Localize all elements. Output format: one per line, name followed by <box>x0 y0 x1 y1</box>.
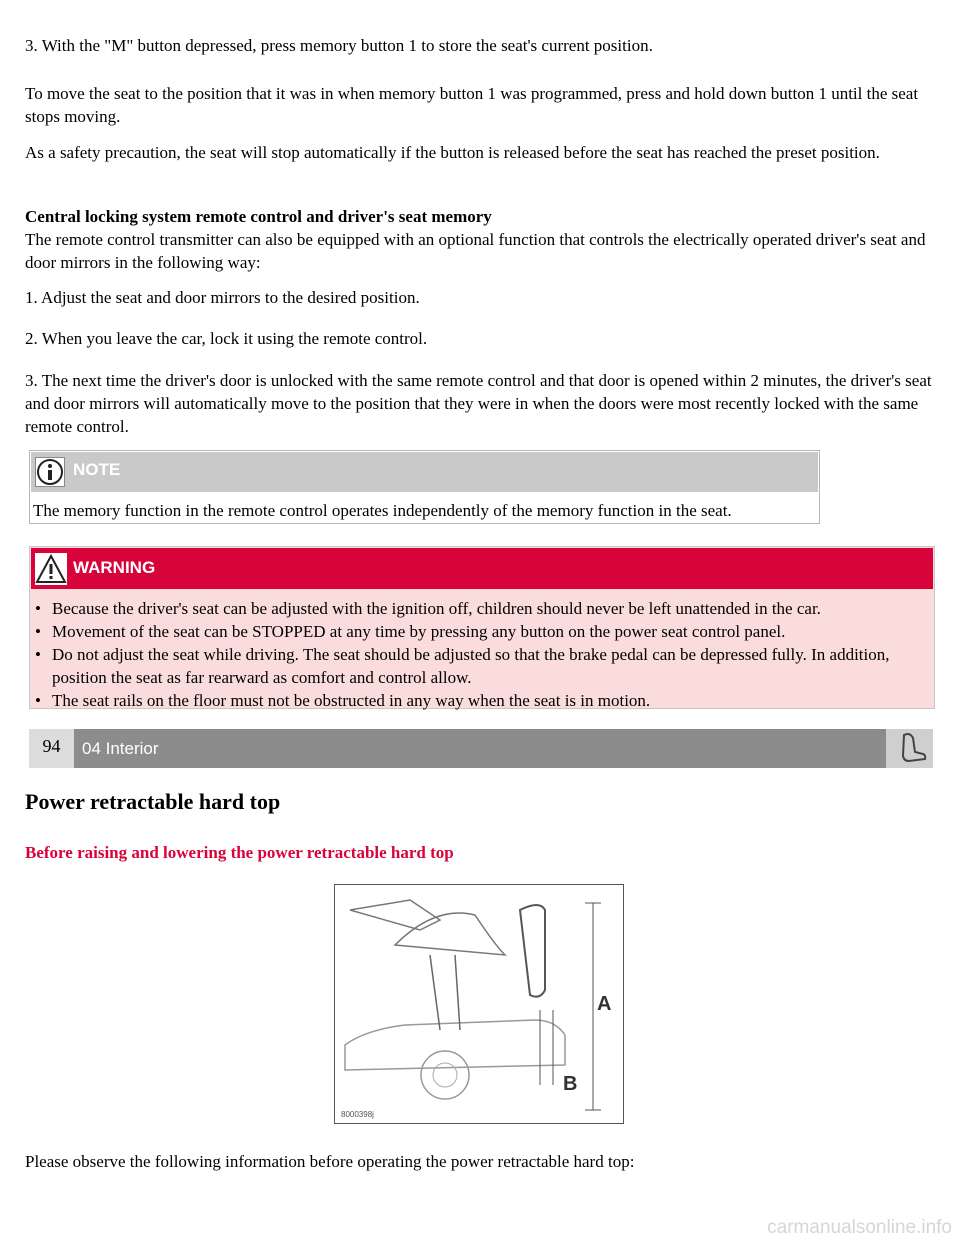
seat-icon <box>886 729 933 768</box>
label-b: B <box>563 1073 578 1095</box>
label-a: A <box>597 993 612 1015</box>
paragraph-remote: The remote control transmitter can also be equipped with an optional function that controls the electrically operated driver's seat and door mirrors in the following way: <box>25 230 926 272</box>
section-heading: Central locking system remote control and driver's seat memory <box>25 207 492 226</box>
note-box <box>29 450 820 524</box>
warning-list <box>30 597 930 712</box>
info-icon <box>35 457 65 487</box>
paragraph-store-position: 3. With the "M" button depressed, press memory button 1 to store the seat's current position. <box>25 36 653 55</box>
step-3: 3. The next time the driver's door is unlocked with the same remote control and that door is opened within 2 minutes, the driver's seat and door mirrors will automatically move to the position that they were in when the doors were most recently locked with the same remote control. <box>25 371 932 436</box>
corner-watermark: carmanualsonline.info <box>767 1217 952 1238</box>
warning-header <box>31 548 933 589</box>
remote-memory-section <box>25 205 935 274</box>
step-2: 2. When you leave the car, lock it using the remote control. <box>25 329 428 348</box>
note-header <box>31 452 818 492</box>
warning-item: • Movement of the seat can be STOPPED at any time by pressing any button on the power seat control panel. <box>30 620 930 643</box>
warning-title: WARNING <box>73 558 156 577</box>
warning-item: • Because the driver's seat can be adjusted with the ignition off, children should never be left unattended in the car. <box>30 597 930 620</box>
page-number: 94 <box>29 729 74 768</box>
warning-box <box>29 546 935 709</box>
subsection-title: Before raising and lowering the power retractable hard top <box>25 843 454 862</box>
figure-code: 8000398j <box>341 1110 374 1119</box>
hardtop-figure <box>334 884 624 1124</box>
note-title: NOTE <box>73 460 121 479</box>
hardtop-diagram <box>335 885 623 1123</box>
step-1: 1. Adjust the seat and door mirrors to the desired position. <box>25 288 420 307</box>
note-text: The memory function in the remote control operates independently of the memory function in the seat. <box>33 501 732 520</box>
page-footer <box>29 729 933 768</box>
warning-item: • The seat rails on the floor must not be obstructed in any way when the seat is in motion. <box>30 689 930 712</box>
paragraph-observe: Please observe the following information before operating the power retractable hard top: <box>25 1152 635 1171</box>
page-title: Power retractable hard top <box>25 789 281 814</box>
paragraph-move-seat: To move the seat to the position that it was in when memory button 1 was programmed, press and hold down button 1 until the seat stops moving. <box>25 84 919 126</box>
warning-item: • Do not adjust the seat while driving. The seat should be adjusted so that the brake pedal can be depressed fully. In addition, position the seat as far rearward as comfort and control allow. <box>30 643 930 689</box>
side-watermark <box>0 329 1 520</box>
warning-triangle-icon <box>35 553 67 585</box>
paragraph-safety: As a safety precaution, the seat will stop automatically if the button is released before the seat has reached the preset position. <box>25 143 880 162</box>
section-name: 04 Interior <box>82 739 159 758</box>
